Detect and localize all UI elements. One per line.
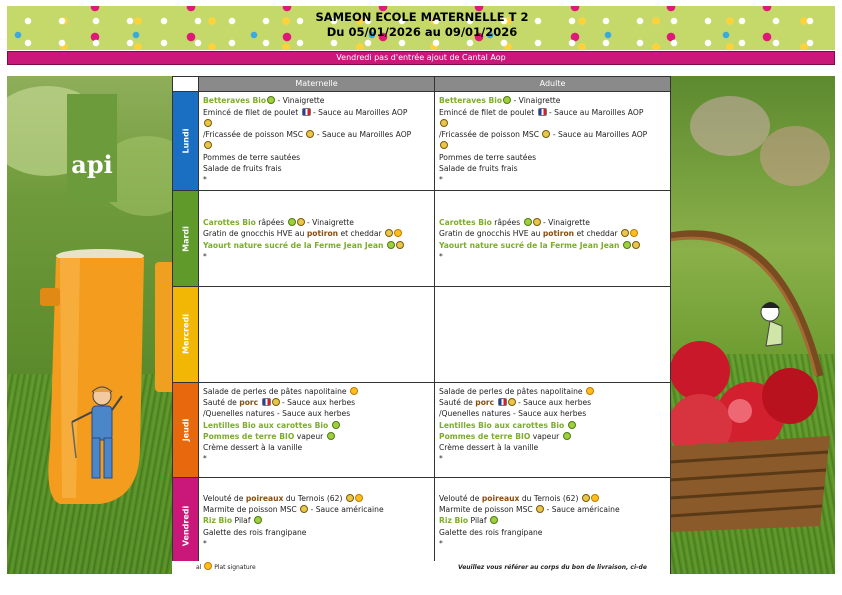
menu-line	[439, 397, 666, 408]
menu-text: potiron	[542, 229, 575, 239]
menu-text: - Sauce au Maroilles AOP	[310, 107, 408, 117]
menu-text	[619, 241, 621, 250]
menu-text: *	[203, 454, 207, 464]
bio-leaf-icon	[623, 241, 631, 249]
menu-line	[439, 174, 666, 185]
local-product-icon	[297, 218, 305, 226]
menu-text	[258, 398, 260, 407]
menu-line	[203, 217, 430, 228]
delivery-note: Veuillez vous référer au corps du bon de livraison, ci-de	[458, 564, 647, 571]
menu-text: *	[439, 538, 443, 548]
local-product-icon	[385, 229, 393, 237]
bio-leaf-icon	[490, 516, 498, 524]
menu-text: - Vinaigrette	[511, 96, 561, 106]
menu-text: Pilaf	[232, 516, 253, 526]
menu-line	[439, 118, 666, 129]
menu-line	[203, 228, 430, 239]
menu-text: - Vinaigrette	[540, 217, 590, 227]
menu-text	[564, 421, 566, 430]
bio-leaf-icon	[332, 421, 340, 429]
bio-leaf-icon	[503, 96, 511, 104]
menu-line	[439, 228, 666, 239]
local-product-icon	[621, 229, 629, 237]
left-photo-boots	[7, 76, 172, 574]
menu-text: râpées	[255, 217, 287, 227]
menu-text: Riz Bio	[203, 516, 233, 526]
signature-dish-icon	[394, 229, 402, 237]
menu-text: Gratin de gnocchis HVE au	[203, 229, 307, 239]
menu-text: - Sauce aux herbes	[279, 397, 356, 407]
apple-basket-image	[670, 226, 835, 546]
menu-cell-adulte	[435, 92, 671, 191]
menu-line	[203, 481, 430, 492]
menu-text: du Ternois (62)	[283, 493, 345, 503]
menu-text: Velouté de	[203, 493, 246, 503]
menu-text: Betteraves Bio	[203, 96, 267, 106]
menu-text: Yaourt nature sucré de la Ferme Jean Jean	[203, 240, 384, 250]
day-row-vendredi	[173, 478, 671, 574]
menu-text: Pommes de terre BIO	[439, 431, 531, 441]
local-product-icon	[632, 241, 640, 249]
menu-line	[439, 217, 666, 228]
menu-line	[203, 453, 430, 464]
signature-dish-icon	[350, 387, 358, 395]
menu-line	[203, 493, 430, 504]
legend-label: Plat signature	[214, 564, 256, 571]
menu-text: /Fricassée de poisson MSC	[203, 130, 306, 140]
french-flag-icon	[498, 398, 507, 406]
menu-text: et cheddar	[574, 229, 621, 239]
menu-line	[439, 453, 666, 464]
local-product-icon	[204, 141, 212, 149]
menu-text	[328, 421, 330, 430]
menu-line	[203, 152, 430, 163]
local-product-icon	[440, 119, 448, 127]
local-product-icon	[396, 241, 404, 249]
menu-text: Galette des rois frangipane	[203, 527, 307, 537]
menu-text: - Sauce aux herbes	[515, 397, 592, 407]
menu-text: *	[203, 538, 207, 548]
menu-line	[439, 194, 666, 205]
menu-text: Betteraves Bio	[439, 96, 503, 106]
menu-text: Marmite de poisson MSC	[203, 504, 300, 514]
local-product-icon	[536, 505, 544, 513]
menu-line	[203, 397, 430, 408]
day-label: Jeudi	[181, 418, 190, 442]
date-range: Du 05/01/2026 au 09/01/2026	[326, 25, 518, 39]
day-label: Mardi	[181, 225, 190, 252]
legend-signature	[196, 561, 256, 574]
bio-leaf-icon	[387, 241, 395, 249]
menu-line	[439, 431, 666, 442]
menu-line	[203, 95, 430, 106]
local-product-icon	[533, 218, 541, 226]
menu-text: Emincé de filet de poulet	[439, 107, 537, 117]
day-label: Mercredi	[181, 314, 190, 355]
menu-line	[439, 420, 666, 431]
menu-text: - Sauce américaine	[308, 504, 384, 514]
menu-text: porc	[475, 397, 495, 407]
signature-dish-icon	[355, 494, 363, 502]
menu-text: Sauté de	[439, 397, 476, 407]
menu-line	[203, 206, 430, 217]
menu-text	[494, 398, 496, 407]
menu-text: du Ternois (62)	[519, 493, 581, 503]
local-product-icon	[440, 141, 448, 149]
menu-text	[383, 241, 385, 250]
menu-text: /Quenelles natures - Sauce aux herbes	[439, 409, 587, 419]
menu-text: râpées	[491, 217, 523, 227]
menu-cell-adulte	[435, 478, 671, 574]
menu-line	[439, 140, 666, 151]
column-header-adulte: Adulte	[435, 77, 671, 92]
day-label-cell	[173, 191, 199, 287]
menu-text: poireaux	[245, 493, 284, 503]
menu-text: Pommes de terre sautées	[439, 152, 537, 162]
bio-leaf-icon	[288, 218, 296, 226]
menu-line	[203, 129, 430, 140]
menu-cell-maternelle	[199, 382, 435, 478]
menu-text: poireaux	[481, 493, 520, 503]
local-product-icon	[300, 505, 308, 513]
menu-line	[439, 493, 666, 504]
bio-leaf-icon	[524, 218, 532, 226]
menu-text: Salade de perles de pâtes napolitaine	[439, 386, 586, 396]
menu-line	[203, 515, 430, 526]
column-header-maternelle: Maternelle	[199, 77, 435, 92]
menu-line	[203, 386, 430, 397]
signature-dish-icon	[630, 229, 638, 237]
bio-leaf-icon	[327, 432, 335, 440]
menu-text: Crème dessert à la vanille	[203, 443, 303, 453]
menu-line	[203, 118, 430, 129]
local-product-icon	[346, 494, 354, 502]
menu-text: Emincé de filet de poulet	[203, 107, 301, 117]
menu-line	[439, 538, 666, 549]
bio-leaf-icon	[267, 96, 275, 104]
menu-cell-maternelle	[199, 191, 435, 287]
menu-line	[439, 152, 666, 163]
menu-text: Sauté de	[203, 397, 240, 407]
menu-line	[439, 408, 666, 419]
menu-line	[203, 107, 430, 118]
right-photo-apples	[670, 76, 835, 574]
menu-line	[203, 527, 430, 538]
french-flag-icon	[538, 108, 547, 116]
french-flag-icon	[262, 398, 271, 406]
child-illustration	[62, 382, 132, 492]
day-label-cell	[173, 287, 199, 383]
menu-text: Pilaf	[468, 516, 489, 526]
column-header-row	[173, 77, 671, 92]
menu-text: - Vinaigrette	[304, 217, 354, 227]
menu-text: Salade de perles de pâtes napolitaine	[203, 386, 350, 396]
menu-line	[439, 527, 666, 538]
menu-text: Lentilles Bio aux carottes Bio	[439, 420, 565, 430]
menu-line	[439, 240, 666, 251]
menu-line	[439, 163, 666, 174]
menu-text: Salade de fruits frais	[439, 164, 518, 174]
menu-line	[439, 107, 666, 118]
menu-line	[203, 140, 430, 151]
day-row-lundi	[173, 92, 671, 191]
menu-text: Riz Bio	[439, 516, 469, 526]
bio-leaf-icon	[568, 421, 576, 429]
menu-text: - Sauce au Maroilles AOP	[314, 130, 412, 140]
title-box	[312, 10, 532, 48]
menu-line	[439, 206, 666, 217]
menu-text: /Quenelles natures - Sauce aux herbes	[203, 409, 351, 419]
menu-text: - Sauce au Maroilles AOP	[550, 130, 648, 140]
menu-line	[203, 174, 430, 185]
menu-text: *	[439, 175, 443, 185]
menu-text: Carottes Bio	[203, 217, 256, 227]
page-title: SAMEON ECOLE MATERNELLE T 2	[315, 10, 529, 24]
local-product-icon	[508, 398, 516, 406]
menu-text: vapeur	[294, 431, 326, 441]
menu-line	[439, 386, 666, 397]
day-label: Lundi	[181, 128, 190, 154]
menu-text: - Sauce américaine	[544, 504, 620, 514]
menu-text: Pommes de terre BIO	[203, 431, 295, 441]
menu-text: - Sauce au Maroilles AOP	[546, 107, 644, 117]
menu-line	[439, 129, 666, 140]
french-flag-icon	[302, 108, 311, 116]
menu-cell-adulte	[435, 382, 671, 478]
menu-line	[203, 420, 430, 431]
day-row-jeudi	[173, 382, 671, 478]
legend-prefix: al	[196, 564, 202, 571]
menu-text: Crème dessert à la vanille	[439, 443, 539, 453]
menu-text: porc	[239, 397, 259, 407]
menu-text: *	[439, 454, 443, 464]
menu-text: Pommes de terre sautées	[203, 152, 301, 162]
menu-text: vapeur	[530, 431, 562, 441]
menu-text: Salade de fruits frais	[203, 164, 282, 174]
logo-text: api	[71, 150, 113, 179]
menu-line	[203, 163, 430, 174]
menu-text: Marmite de poisson MSC	[439, 504, 536, 514]
menu-cell-maternelle	[199, 92, 435, 191]
legend-row	[172, 561, 670, 574]
menu-text: Gratin de gnocchis HVE au	[439, 229, 543, 239]
menu-text: potiron	[306, 229, 339, 239]
day-row-mercredi	[173, 287, 671, 383]
menu-line	[203, 431, 430, 442]
menu-text: Lentilles Bio aux carottes Bio	[203, 420, 329, 430]
menu-line	[439, 95, 666, 106]
menu-text: Yaourt nature sucré de la Ferme Jean Jean	[439, 240, 620, 250]
menu-line	[203, 538, 430, 549]
table-corner	[173, 77, 199, 92]
menu-cell-maternelle	[199, 287, 435, 383]
menu-line	[203, 194, 430, 205]
menu-line	[203, 408, 430, 419]
menu-text: Galette des rois frangipane	[439, 527, 543, 537]
bio-leaf-icon	[563, 432, 571, 440]
menu-cell-adulte	[435, 287, 671, 383]
day-label-cell	[173, 92, 199, 191]
signature-dish-icon	[204, 562, 212, 570]
day-row-mardi	[173, 191, 671, 287]
menu-text: /Fricassée de poisson MSC	[439, 130, 542, 140]
menu-line	[439, 442, 666, 453]
menu-text: et cheddar	[338, 229, 385, 239]
menu-table	[172, 76, 671, 574]
local-product-icon	[204, 119, 212, 127]
menu-cell-adulte	[435, 191, 671, 287]
menu-line	[439, 481, 666, 492]
day-label-cell	[173, 382, 199, 478]
menu-line	[203, 251, 430, 262]
api-logo	[67, 94, 117, 202]
second-boot-image	[155, 262, 172, 392]
menu-text: - Vinaigrette	[275, 96, 325, 106]
local-product-icon	[272, 398, 280, 406]
menu-text: *	[203, 175, 207, 185]
local-product-icon	[582, 494, 590, 502]
signature-dish-icon	[591, 494, 599, 502]
menu-text: Velouté de	[439, 493, 482, 503]
menu-line	[439, 504, 666, 515]
menu-text: *	[203, 251, 207, 261]
menu-line	[439, 515, 666, 526]
menu-text: *	[439, 251, 443, 261]
menu-line	[203, 504, 430, 515]
day-label-cell	[173, 478, 202, 574]
menu-line	[203, 240, 430, 251]
signature-dish-icon	[586, 387, 594, 395]
bio-leaf-icon	[254, 516, 262, 524]
notice-bar: Vendredi pas d'entrée ajout de Cantal Aop	[7, 51, 835, 65]
menu-line	[203, 442, 430, 453]
day-label: Vendredi	[181, 505, 190, 546]
menu-line	[439, 251, 666, 262]
menu-text: Carottes Bio	[439, 217, 492, 227]
menu-cell-maternelle	[199, 478, 435, 574]
